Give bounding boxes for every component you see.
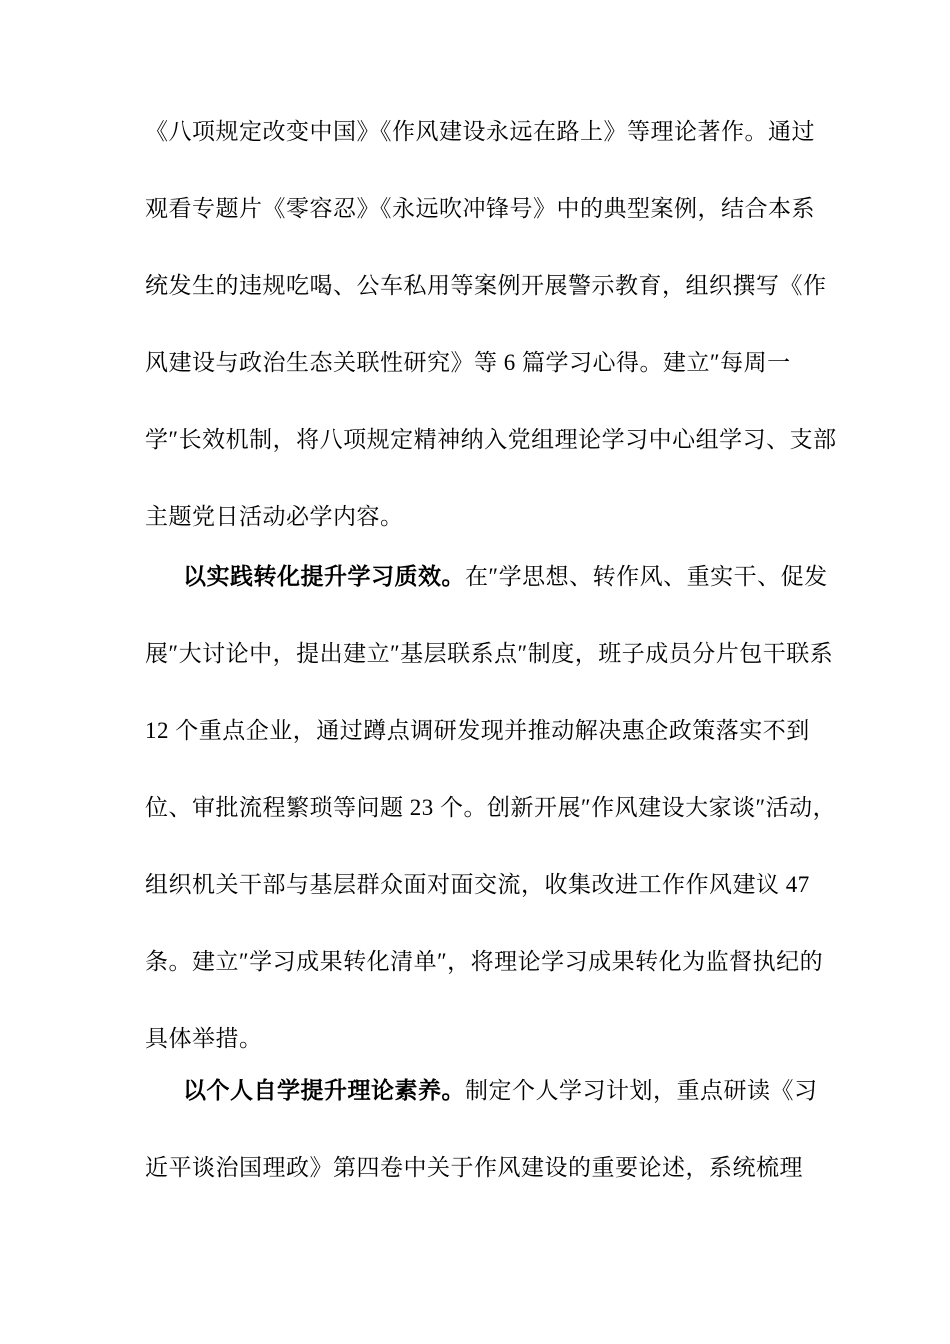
text-line: 12 个重点企业，通过蹲点调研发现并推动解决惠企政策落实不到 bbox=[145, 718, 810, 743]
document-body bbox=[145, 93, 885, 1206]
text-run: 制定个人学习计划，重点研读《习 bbox=[465, 1078, 818, 1103]
paragraph-self-study bbox=[145, 1052, 885, 1206]
text-line: 展″大讨论中，提出建立″基层联系点″制度，班子成员分片包干联系 bbox=[145, 641, 834, 666]
text-line: 统发生的违规吃喝、公车私用等案例开展警示教育，组织撰写《作 bbox=[145, 273, 827, 298]
text-line: 《八项规定改变中国》《作风建设永远在路上》等理论著作。通过 bbox=[145, 119, 815, 144]
text-line: 位、审批流程繁琐等问题 23 个。创新开展″作风建设大家谈″活动， bbox=[145, 795, 837, 820]
paragraph-continuation bbox=[145, 93, 885, 555]
text-line bbox=[145, 538, 885, 615]
text-line: 组织机关干部与基层群众面对面交流，收集改进工作作风建议 47 bbox=[145, 872, 810, 897]
text-line: 主题党日活动必学内容。 bbox=[145, 504, 404, 529]
text-line: 条。建立″学习成果转化清单″，将理论学习成果转化为监督执纪的 bbox=[145, 949, 824, 974]
text-line: 近平谈治国理政》第四卷中关于作风建设的重要论述，系统梳理 bbox=[145, 1155, 803, 1180]
paragraph-lead-bold: 以个人自学提升理论素养。 bbox=[183, 1078, 465, 1103]
paragraph-lead-bold: 以实践转化提升学习质效。 bbox=[183, 564, 465, 589]
text-line: 学″长效机制，将八项规定精神纳入党组理论学习中心组学习、支部 bbox=[145, 427, 837, 452]
text-line: 具体举措。 bbox=[145, 1026, 263, 1051]
text-line: 风建设与政治生态关联性研究》等 6 篇学习心得。建立″每周一 bbox=[145, 350, 791, 375]
text-line: 观看专题片《零容忍》《永远吹冲锋号》中的典型案例，结合本系 bbox=[145, 196, 815, 221]
text-run: 在″学思想、转作风、重实干、促发 bbox=[465, 564, 828, 589]
paragraph-practice-transformation bbox=[145, 538, 885, 1077]
text-line bbox=[145, 1052, 885, 1129]
